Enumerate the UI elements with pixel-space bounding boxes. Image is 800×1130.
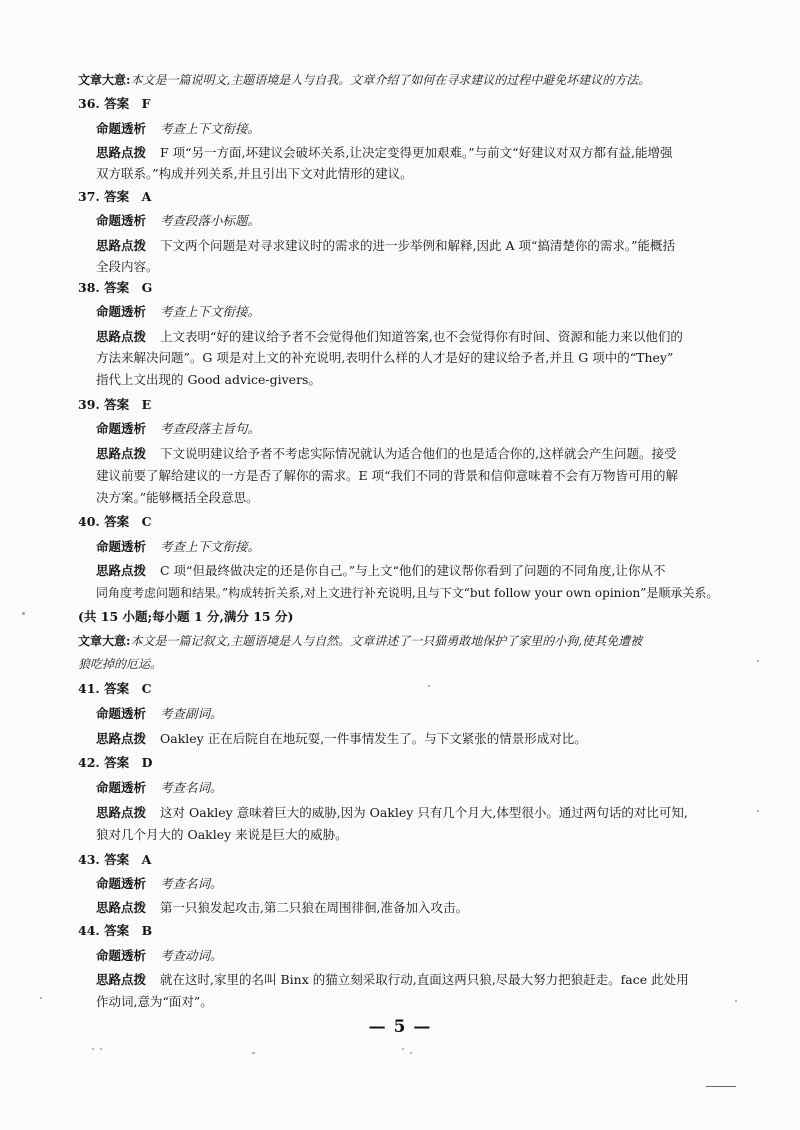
tips-line: Oakley 正在后院自在地玩耍,一件事情发生了。与下文紧张的情景形成对比。 bbox=[160, 731, 587, 746]
summary-text: 狼吃掉的厄运。 bbox=[78, 657, 163, 671]
answer-38-heading: 38. 答案 G bbox=[78, 280, 153, 295]
scan-speck bbox=[428, 685, 430, 687]
answer-36-heading: 36. 答案 F bbox=[78, 96, 151, 111]
tips-line: 全段内容。 bbox=[96, 259, 159, 274]
article-summary-1 bbox=[78, 72, 650, 88]
answer-39-analysis bbox=[96, 421, 260, 437]
tips-label: 思路点拨 bbox=[96, 238, 147, 253]
analysis-text: 考查名词。 bbox=[160, 780, 223, 795]
analysis-text: 考查段落主旨句。 bbox=[160, 421, 261, 436]
tips-line: 上文表明“好的建议给予者不会觉得他们知道答案,也不会觉得你有时间、资源和能力来以他们的 bbox=[160, 329, 683, 344]
analysis-text: 考查名词。 bbox=[160, 876, 223, 891]
answer-36-analysis bbox=[96, 121, 260, 137]
answer-40-analysis bbox=[96, 539, 260, 555]
summary-label: 文章大意: bbox=[78, 73, 131, 87]
answer-43-tips bbox=[96, 900, 468, 916]
analysis-label: 命题透析 bbox=[96, 121, 147, 136]
tips-line: 狼对几个月大的 Oakley 来说是巨大的威胁。 bbox=[96, 827, 348, 842]
tips-line: 第一只狼发起攻击,第二只狼在周围徘徊,准备加入攻击。 bbox=[160, 900, 468, 915]
tips-line: 方法来解决问题”。G 项是对上文的补充说明,表明什么样的人才是好的建议给予者,并且 G 项中的“They” bbox=[96, 350, 674, 365]
tips-label: 思路点拨 bbox=[96, 972, 147, 987]
tips-label: 思路点拨 bbox=[96, 329, 147, 344]
scan-speck bbox=[757, 810, 759, 812]
tips-line: 双方联系。”构成并列关系,并且引出下文对此情形的建议。 bbox=[96, 166, 413, 181]
tips-line: 作动词,意为“面对”。 bbox=[96, 994, 213, 1009]
section-score-note: (共 15 小题;每小题 1 分,满分 15 分) bbox=[78, 609, 294, 624]
answer-43-analysis bbox=[96, 876, 223, 892]
tips-line: 这对 Oakley 意味着巨大的威胁,因为 Oakley 只有几个月大,体型很小。通过两句话的对比可知, bbox=[160, 805, 688, 820]
summary-text: 本文是一篇记叙文,主题语境是人与自然。文章讲述了一只猫勇敢地保护了家里的小狗,使其免遭被 bbox=[130, 634, 643, 648]
tips-label: 思路点拨 bbox=[96, 446, 147, 461]
answer-41-heading: 41. 答案 C bbox=[78, 681, 152, 696]
answer-38-tips bbox=[96, 329, 683, 345]
scan-speck bbox=[757, 660, 759, 662]
tips-line: 决方案。”能够概括全段意思。 bbox=[96, 490, 259, 505]
answer-41-tips bbox=[96, 731, 587, 747]
analysis-text: 考查上下文衔接。 bbox=[160, 539, 261, 554]
answer-40-heading: 40. 答案 C bbox=[78, 514, 152, 529]
answer-38-analysis bbox=[96, 304, 260, 320]
answer-37-heading: 37. 答案 A bbox=[78, 189, 152, 204]
analysis-label: 命题透析 bbox=[96, 780, 147, 795]
tips-line: 下文说明建议给予者不考虑实际情况就认为适合他们的也是适合你的,这样就会产生问题。接受 bbox=[160, 446, 677, 461]
tips-label: 思路点拨 bbox=[96, 731, 147, 746]
answer-39-tips bbox=[96, 446, 677, 462]
analysis-label: 命题透析 bbox=[96, 304, 147, 319]
tips-label: 思路点拨 bbox=[96, 563, 147, 578]
scan-speck bbox=[100, 1048, 102, 1050]
analysis-label: 命题透析 bbox=[96, 421, 147, 436]
tips-line: F 项“另一方面,坏建议会破坏关系,让决定变得更加艰难。”与前文“好建议对双方都有益,能增强 bbox=[160, 145, 673, 160]
answer-42-tips bbox=[96, 805, 688, 821]
scan-speck bbox=[40, 997, 42, 999]
answer-42-heading: 42. 答案 D bbox=[78, 755, 153, 770]
tips-label: 思路点拨 bbox=[96, 900, 147, 915]
page-number: — 5 — bbox=[368, 1017, 432, 1037]
scan-speck bbox=[252, 1052, 255, 1054]
analysis-text: 考查上下文衔接。 bbox=[160, 121, 261, 136]
article-summary-2 bbox=[78, 633, 642, 649]
answer-44-analysis bbox=[96, 948, 223, 964]
scan-speck bbox=[410, 1052, 412, 1054]
tips-line: 就在这时,家里的名叫 Binx 的猫立刻采取行动,直面这两只狼,尽最大努力把狼赶走。face 此处用 bbox=[160, 972, 689, 987]
answer-43-heading: 43. 答案 A bbox=[78, 852, 152, 867]
analysis-label: 命题透析 bbox=[96, 539, 147, 554]
answer-37-analysis bbox=[96, 213, 260, 229]
analysis-label: 命题透析 bbox=[96, 948, 147, 963]
tips-line: 下文两个问题是对寻求建议时的需求的进一步举例和解释,因此 A 项“搞清楚你的需求。”能概括 bbox=[160, 238, 675, 253]
tips-line: C 项“但最终做决定的还是你自己。”与上文“他们的建议帮你看到了问题的不同角度,让你从不 bbox=[160, 563, 666, 578]
analysis-text: 考查段落小标题。 bbox=[160, 213, 261, 228]
analysis-label: 命题透析 bbox=[96, 876, 147, 891]
analysis-text: 考查动词。 bbox=[160, 948, 223, 963]
analysis-label: 命题透析 bbox=[96, 706, 147, 721]
analysis-text: 考查副词。 bbox=[160, 706, 223, 721]
answer-36-tips bbox=[96, 145, 673, 161]
scan-speck bbox=[402, 1048, 404, 1050]
answer-40-tips bbox=[96, 563, 665, 579]
tips-line: 建议前要了解给建议的一方是否了解你的需求。E 项“我们不同的背景和信仰意味着不会有万物皆可用的解 bbox=[96, 468, 678, 483]
answer-44-tips bbox=[96, 972, 689, 988]
scan-mark bbox=[706, 1086, 736, 1087]
scan-speck bbox=[22, 612, 25, 615]
scan-speck bbox=[735, 1000, 737, 1002]
summary-label: 文章大意: bbox=[78, 634, 131, 648]
summary-text: 本文是一篇说明文,主题语境是人与自我。文章介绍了如何在寻求建议的过程中避免坏建议的方法。 bbox=[130, 73, 651, 87]
answer-44-heading: 44. 答案 B bbox=[78, 923, 153, 938]
tips-label: 思路点拨 bbox=[96, 145, 147, 160]
answer-37-tips bbox=[96, 238, 675, 254]
tips-line: 指代上文出现的 Good advice-givers。 bbox=[96, 372, 321, 387]
answer-42-analysis bbox=[96, 780, 223, 796]
analysis-text: 考查上下文衔接。 bbox=[160, 304, 261, 319]
answer-39-heading: 39. 答案 E bbox=[78, 397, 152, 412]
tips-label: 思路点拨 bbox=[96, 805, 147, 820]
analysis-label: 命题透析 bbox=[96, 213, 147, 228]
answer-41-analysis bbox=[96, 706, 223, 722]
scan-speck bbox=[92, 1048, 94, 1050]
tips-line: 同角度考虑问题和结果。”构成转折关系,对上文进行补充说明,且与下文“but follow your own opinion”是顺承关系。 bbox=[96, 586, 719, 600]
